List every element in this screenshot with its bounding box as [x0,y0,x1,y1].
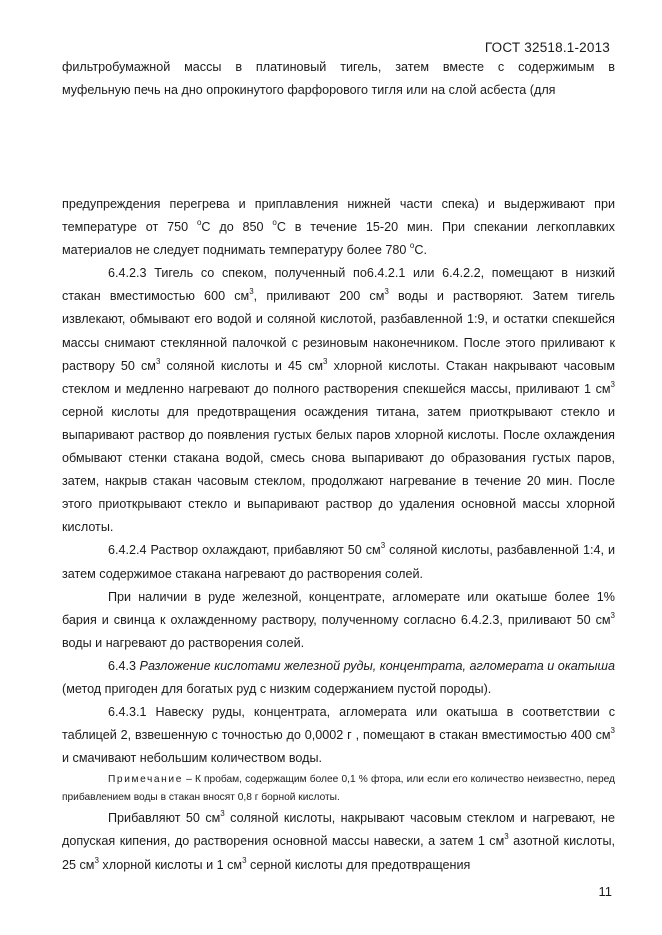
paragraph-6-4-2-3: 6.4.2.3 Тигель со спеком, полученный по6.4.2.1 или 6.4.2.2, помещают в низкий стакан вместимостью 600 $см^3$, приливают 200 $см^3$ воды и растворяют. Затем тигель извлекают, обмывают его водой и соляной кислотой, разбавленной 1:9, и остатки спекшейся массы снимают стеклянной палочкой с резиновым наконечником. После этого приливают к раствору 50 $см^3$ соляной кислоты и 45 $см^3$ хлорной кислоты. Стакан накрывают часовым стеклом и медленно нагревают до полного растворения спекшейся массы, приливают 1 $см^3$ серной кислоты для предотвращения осаждения титана, затем приоткрывают стекло и выпаривают раствор до появления густых белых паров хлорной кислоты. После охлаждения обмывают стенки стакана водой, смесь снова выпаривают до образования густых паров, затем, накрыв стакан часовым стеклом, продолжают нагревание в течение 20 мин. После этого приоткрывают стекло и выпаривают раствор до удаления основной массы хлорной кислоты. [62,266,616,535]
paragraph-continuation-top [62,56,615,102]
paragraph-6-4-3-1: 6.4.3.1 Навеску руды, концентрата, агломерата или окатыша в соответствии с таблицей 2, взвешенную с точностью до 0,0002 г , помещают в стакан вместимостью 400 $см^3$ и смачивают небольшим количеством воды. [62,705,615,766]
paragraph-acid-addition: Прибавляют 50 $см^3$ соляной кислоты, накрывают часовым стеклом и нагревают, не допуская кипения, до растворения основной массы навески, а затем 1 $см^3$ азотной кислоты, 25 $см^3$ хлорной кислоты и 1 $см^3$ серной кислоты для предотвращения [62,809,615,872]
text-line: фильтробумажной массы в платиновый тигель, затем вместе с содержимым в [62,60,615,74]
note-label: Примечание [108,774,183,786]
paragraph-sintering-temperature: предупреждения перегрева и приплавления нижней части спека) и выдерживают при температуре от 750 $^о$С до 850 $^о$С в течение 15-20 мин. При спекании легкоплавких материалов не следует поднимать температуру более 780 $^о$С. [62,197,615,258]
paragraph-6-4-2-4: 6.4.2.4 Раствор охлаждают, прибавляют 50 $см^3$ соляной кислоты, разбавленной 1:4, и затем содержимое стакана нагревают до растворения солей. [62,541,615,581]
document-body [62,193,615,877]
note-fluorine: Примечание – К пробам, содержащим более 0,1 % фтора, или если его количество неизвестно, перед прибавлением воды в стакан вносят 0,8 г борной кислоты. [62,774,616,804]
section-title: Разложение кислотами железной руды, концентрата, агломерата и окатыша [139,658,615,673]
document-standard-header: ГОСТ 32518.1-2013 [484,40,610,55]
paragraph-6-4-3: 6.4.3 Разложение кислотами железной руды, концентрата, агломерата и окатыша (метод пригоден для богатых руд с низким содержанием пустой породы). [62,658,615,696]
paragraph-barium-lead: При наличии в руде железной, концентрате, агломерате или окатыше более 1% бария и свинца к охлажденному раствору, полученному согласно 6.4.2.3, приливают 50 $см^3$ воды и нагревают до растворения солей. [62,589,615,650]
page-number: 11 [598,884,612,899]
text-line: муфельную печь на дно опрокинутого фарфорового тигля или на слой асбеста (для [62,83,556,98]
